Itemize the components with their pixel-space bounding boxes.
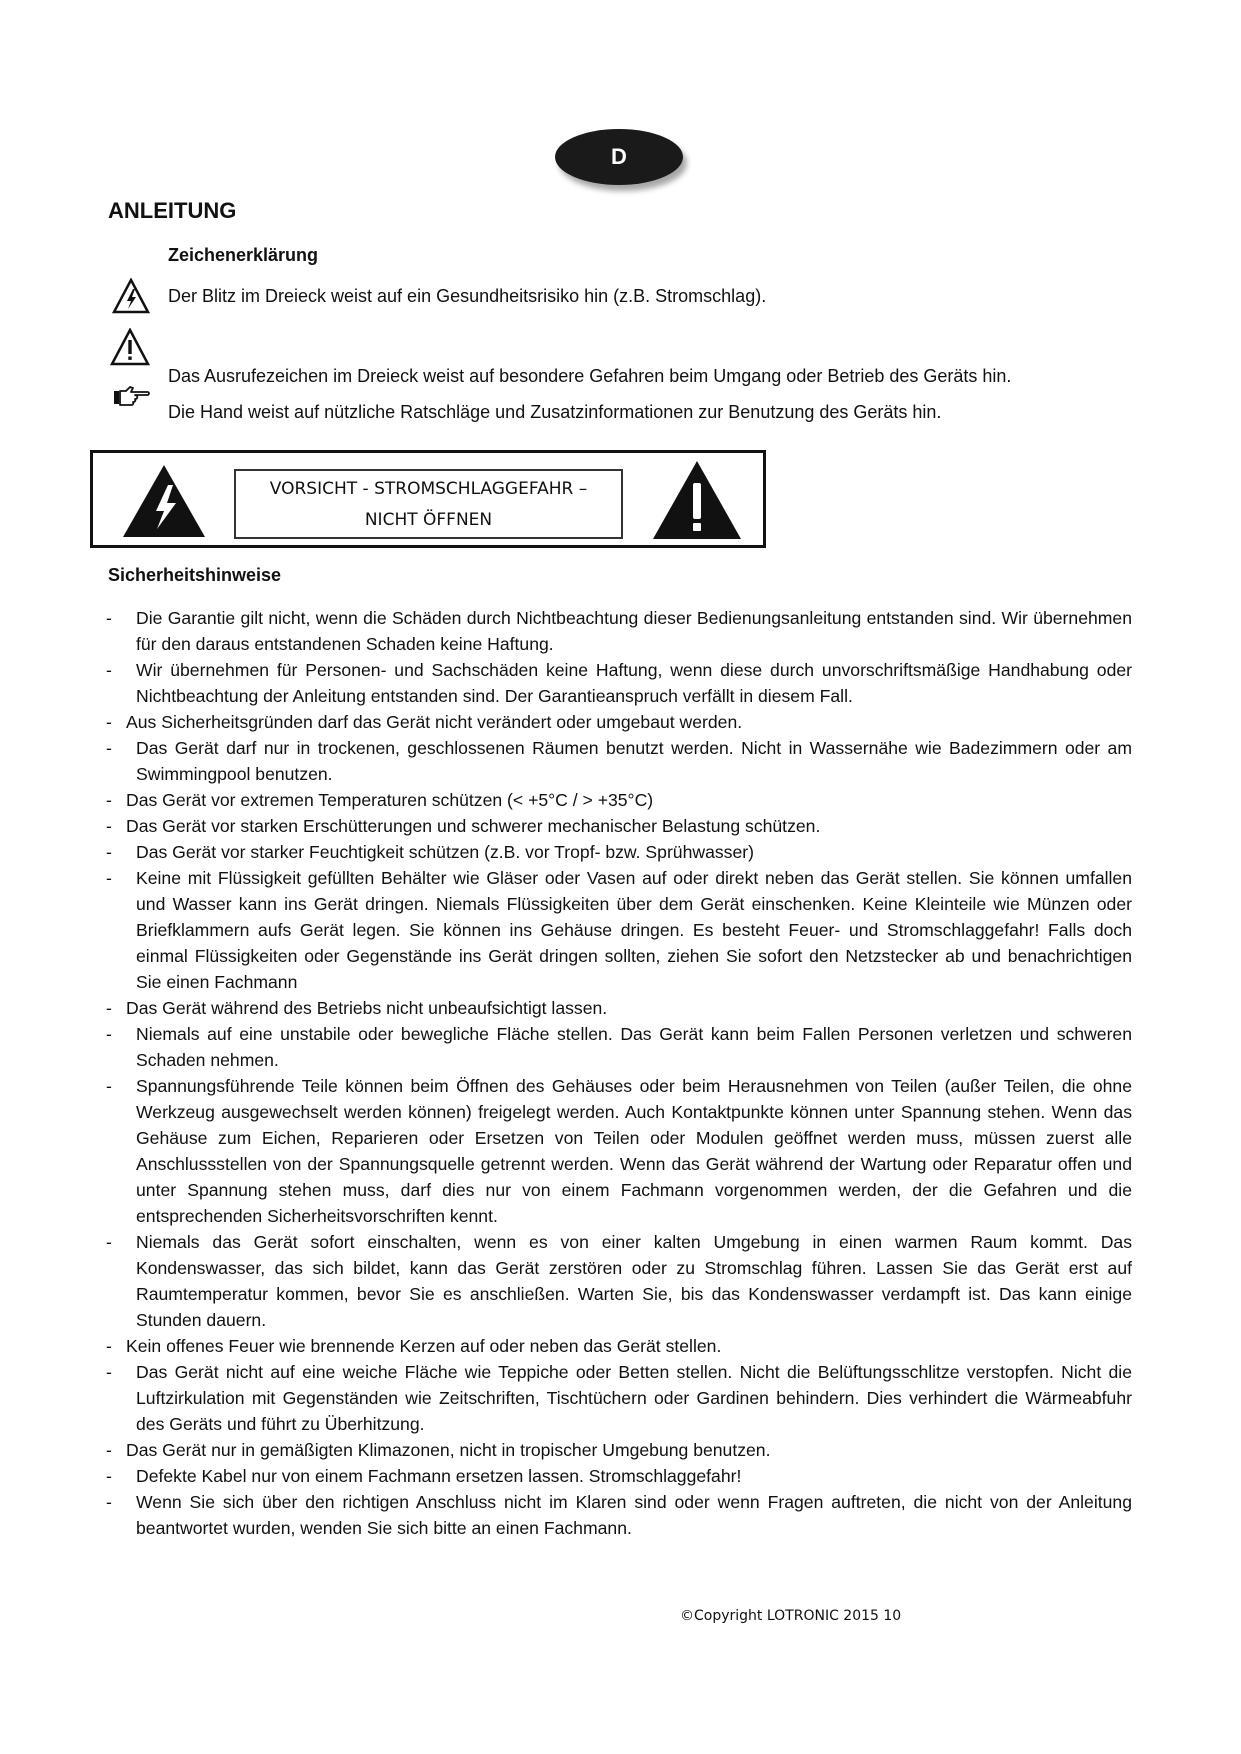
warning-line-1: VORSICHT - STROMSCHLAGGEFAHR – — [269, 479, 588, 499]
safety-list — [106, 605, 1132, 1541]
exclamation-triangle-icon — [110, 328, 150, 366]
safety-item: - Das Gerät nicht auf eine weiche Fläche wie Teppiche oder Betten stellen. Nicht die Belüftungsschlitze verstopfen. Nicht die Luftzirkulation mit Gegenständen wie Zeitschriften, Tischtüchern oder Gardinen behindern. Dies verhindert die Wärmeabfuhr des Geräts und führt zu Überhitzung. — [106, 1362, 1132, 1434]
safety-title: Sicherheitshinweise — [108, 565, 282, 585]
language-badge — [555, 129, 683, 185]
safety-item: - Das Gerät nur in gemäßigten Klimazonen, nicht in tropischer Umgebung benutzen. — [106, 1440, 771, 1460]
lightning-warning-icon — [121, 463, 207, 539]
safety-item: - Aus Sicherheitsgründen darf das Gerät nicht verändert oder umgebaut werden. — [106, 712, 743, 732]
exclamation-warning-icon — [651, 459, 743, 541]
safety-item: - Die Garantie gilt nicht, wenn die Schäden durch Nichtbeachtung dieser Bedienungsanleitung entstanden sind. Wir übernehmen für den daraus entstandenen Schaden keine Haftung. — [106, 608, 1132, 654]
safety-item: - Wenn Sie sich über den richtigen Anschluss nicht im Klaren sind oder wenn Fragen auftreten, die nicht von der Anleitung beantwortet wurden, wenden Sie sich bitte an einen Fachmann. — [106, 1492, 1132, 1538]
safety-item: - Das Gerät während des Betriebs nicht unbeaufsichtigt lassen. — [106, 998, 608, 1018]
safety-item: - Das Gerät vor starken Erschütterungen und schwerer mechanischer Belastung schützen. — [106, 816, 821, 836]
safety-item: - Kein offenes Feuer wie brennende Kerzen auf oder neben das Gerät stellen. — [106, 1336, 722, 1356]
legend-text-exclamation: Das Ausrufezeichen im Dreieck weist auf besondere Gefahren beim Umgang oder Betrieb des Geräts hin. — [168, 366, 1012, 386]
lightning-triangle-icon — [112, 278, 150, 314]
pointing-hand-icon — [113, 385, 151, 407]
legend-title: Zeichenerklärung — [168, 245, 319, 265]
safety-item: - Niemals auf eine unstabile oder bewegliche Fläche stellen. Das Gerät kann beim Fallen Personen verletzen und schweren Schaden nehmen. — [106, 1024, 1132, 1070]
safety-item: - Wir übernehmen für Personen- und Sachschäden keine Haftung, wenn diese durch unvorschriftsmäßige Handhabung oder Nichtbeachtung der Anleitung entstanden sind. Der Garantieanspruch verfällt in diesem Fall. — [106, 660, 1132, 706]
safety-item: - Spannungsführende Teile können beim Öffnen des Gehäuses oder beim Herausnehmen von Teilen (außer Teilen, die ohne Werkzeug ausgewechselt werden können) freigelegt werden. Auch Kontaktpunkte können unter Spannung stehen. Wenn das Gehäuse zum Eichen, Reparieren oder Ersetzen von Teilen oder Modulen geöffnet werden muss, müssen zuerst alle Anschlussstellen von der Spannungsquelle getrennt werden. Wenn das Gerät während der Wartung oder Reparatur offen und unter Spannung stehen muss, darf dies nur von einem Fachmann vorgenommen werden, der die Gefahren und die entsprechenden Sicherheitsvorschriften kennt. — [106, 1076, 1132, 1226]
document-title: ANLEITUNG — [108, 198, 237, 223]
safety-item: - Defekte Kabel nur von einem Fachmann ersetzen lassen. Stromschlaggefahr! — [106, 1466, 742, 1486]
legend-text-hand: Die Hand weist auf nützliche Ratschläge und Zusatzinformationen zur Benutzung des Geräts hin. — [168, 402, 942, 422]
safety-item: - Keine mit Flüssigkeit gefüllten Behälter wie Gläser oder Vasen auf oder direkt neben das Gerät stellen. Sie können umfallen und Wasser kann ins Gerät dringen. Niemals Flüssigkeiten über dem Gerät einschenken. Keine Kleinteile wie Münzen oder Briefklammern aufs Gerät legen. Sie können ins Gehäuse dringen. Es besteht Feuer- und Stromschlaggefahr! Falls doch einmal Flüssigkeiten oder Gegenstände ins Gerät dringen sollten, ziehen Sie sofort den Netzstecker ab und benachrichtigen Sie einen Fachmann — [106, 868, 1132, 992]
shock-warning-box — [90, 450, 766, 548]
language-badge-label: D — [611, 144, 627, 169]
legend-text-lightning: Der Blitz im Dreieck weist auf ein Gesundheitsrisiko hin (z.B. Stromschlag). — [168, 286, 767, 306]
safety-item: - Das Gerät vor extremen Temperaturen schützen (< +5°C / > +35°C) — [106, 790, 654, 810]
safety-item: - Das Gerät vor starker Feuchtigkeit schützen (z.B. vor Tropf- bzw. Sprühwasser) — [106, 842, 754, 862]
safety-item: - Das Gerät darf nur in trockenen, geschlossenen Räumen benutzt werden. Nicht in Wassernähe wie Badezimmern oder am Swimmingpool benutzen. — [106, 738, 1132, 784]
safety-item: - Niemals das Gerät sofort einschalten, wenn es von einer kalten Umgebung in einen warmen Raum kommt. Das Kondenswasser, das sich bildet, kann das Gerät zerstören oder zu Stromschlag führen. Lassen Sie das Gerät erst auf Raumtemperatur kommen, bevor Sie es anschließen. Warten Sie, bis das Kondenswasser verdampft ist. Das kann einige Stunden dauern. — [106, 1232, 1132, 1330]
copyright-footer: ©Copyright LOTRONIC 2015 10 — [680, 1608, 902, 1624]
warning-label — [234, 469, 623, 539]
warning-line-2: NICHT ÖFFNEN — [364, 510, 493, 530]
